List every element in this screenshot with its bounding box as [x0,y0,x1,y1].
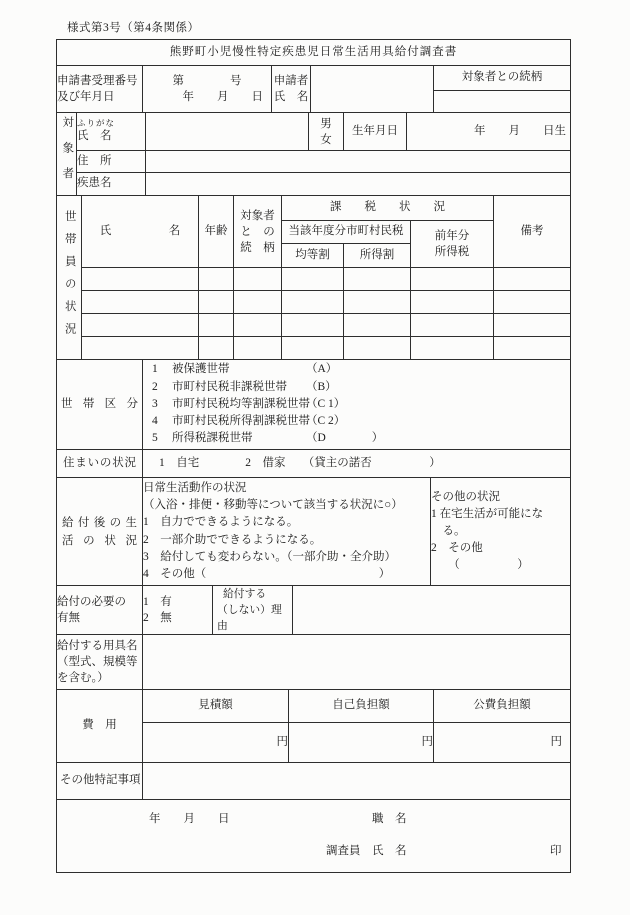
other-status-title: その他の状況 [431,491,500,503]
other-status-line: （ ） [431,559,529,571]
category-section [56,359,571,450]
category-option: 5 所得税課税世帯 （D ） [152,432,384,445]
self-pay-header: 自己負担額 [289,690,434,723]
notes-value-cell [143,763,571,800]
title-section [56,39,571,66]
household-percapita-cell [282,291,344,314]
gender-cell [309,113,344,151]
equipment-label-line1: 給付する用具名 [57,640,138,652]
household-age-cell [199,314,234,337]
household-row [57,291,571,314]
household-relation-header [234,196,282,268]
necessity-label [57,586,143,635]
household-incomebased-cell [344,337,411,360]
household-vertical-label: 世帯員の状況 [57,196,82,360]
per-capita-header: 均等割 [282,244,344,268]
footer-date: 年 月 日 [149,813,230,825]
category-option: 4 市町村民税所得割課税世帯 （C 2） [152,415,346,428]
prev-year-line1: 前年分 [434,229,470,242]
category-options [143,360,571,450]
other-status-line: る。 [431,525,466,537]
household-incomebased-cell [344,268,411,291]
survey-form-table [56,40,570,873]
applicant-label-line2: 氏 名 [273,91,309,103]
household-prevyear-cell [411,268,494,291]
household-percapita-cell [282,314,344,337]
receipt-date-line: 年 月 日 [182,91,263,103]
subject-vertical-label: 対象者 [57,113,77,196]
equipment-label-line2: （型式、規模等 [57,656,138,668]
estimate-value-cell [143,723,289,763]
receipt-number-line: 第 号 [172,75,242,87]
household-name-cell [82,268,199,291]
necessity-option-no: 2 無 [143,612,172,624]
household-row [57,268,571,291]
subject-name-label [77,113,146,151]
signature-cell [57,800,571,873]
disease-label: 疾患名 [77,173,146,196]
after-grant-section [56,477,571,586]
investigator-label: 調査員 氏 名 [326,845,407,857]
remarks-header: 備考 [494,196,571,268]
housing-section [56,449,571,478]
birthdate-value-cell: 年 月 日生 [407,113,571,151]
daily-life-item: 2 一部介助でできるようになる。 [143,533,322,546]
signature-section [56,799,571,873]
relation-header: 対象者との続柄 [434,66,571,91]
household-remarks-cell [494,314,571,337]
household-prevyear-cell [411,314,494,337]
address-value-cell [146,151,571,173]
household-remarks-cell [494,268,571,291]
necessity-section [56,585,571,635]
household-prevyear-cell [411,337,494,360]
applicant-label-line1: 申請者 [273,75,309,87]
household-name-cell [82,291,199,314]
equipment-label-line3: を含む。） [57,672,109,684]
receipt-number-cell [143,66,272,113]
receipt-number-label-line1: 申請書受理番号 [57,75,138,87]
household-relation-cell [234,268,282,291]
prev-year-tax-header [411,221,494,268]
household-relation-cell [234,314,282,337]
household-percapita-cell [282,268,344,291]
municipal-tax-header: 当該年度分市町村民税 [282,221,411,244]
household-name-header: 氏 名 [82,196,199,268]
relation-header-line1: 対象者 [240,209,275,222]
relation-header-line2: と の [240,225,275,238]
yen-unit: 円 [276,735,288,748]
furigana-label: ふりがな [77,118,116,128]
after-grant-label: 給付後の生 活の状況 [57,478,143,586]
prev-year-line2: 所得税 [434,245,470,258]
grant-reason-label [213,586,293,635]
equipment-value-cell [143,635,571,690]
household-row [57,337,571,360]
necessity-option-yes: 1 有 [143,596,172,608]
necessity-options [143,586,213,635]
household-age-cell [199,291,234,314]
daily-life-item: 4 その他（ ） [143,567,391,580]
notes-section [56,762,571,800]
subject-section [56,112,571,196]
reason-label-line2: （しない）理由 [217,604,282,632]
household-prevyear-cell [411,291,494,314]
name-label: 氏 名 [77,130,112,143]
address-label: 住 所 [77,151,146,173]
household-incomebased-cell [344,291,411,314]
receipt-number-label [57,66,143,113]
form-title: 熊野町小児慢性特定疾患児日常生活用具給付調査書 [57,40,571,66]
self-pay-value-cell [289,723,434,763]
tax-status-header: 課 税 状 況 [282,196,494,221]
household-age-header: 年齢 [199,196,234,268]
household-name-cell [82,337,199,360]
household-relation-cell [234,337,282,360]
category-label: 世帯区分 [57,360,143,450]
subject-name-value-cell [146,113,309,151]
cost-section [56,689,571,763]
household-name-cell [82,314,199,337]
receipt-section [56,65,571,113]
daily-life-title: 日常生活動作の状況 [143,481,247,494]
receipt-number-label-line2: 及び年月日 [57,91,115,103]
applicant-name-value-cell [311,66,434,113]
household-percapita-cell [282,337,344,360]
other-status-line: 2 その他 [431,542,483,554]
public-pay-value-cell [434,723,571,763]
other-status-cell [431,478,571,586]
job-title-label: 職 名 [372,813,407,825]
reason-label-line1: 給付する [223,588,267,600]
household-remarks-cell [494,337,571,360]
gender-female-label: 女 [320,133,332,146]
relation-header-line3: 続 柄 [240,241,275,254]
category-option: 1 被保護世帯 （A） [152,363,338,376]
category-option: 2 市町村民税非課税世帯 （B） [152,380,337,393]
household-incomebased-cell [344,314,411,337]
equipment-label [57,635,143,690]
daily-life-item: 3 給付しても変わらない。（一部介助・全介助） [143,550,396,563]
cost-label: 費 用 [57,690,143,763]
birthdate-label: 生年月日 [344,113,407,151]
disease-value-cell [146,173,571,196]
relation-value-cell [434,91,571,113]
household-remarks-cell [494,291,571,314]
category-option: 3 市町村民税均等割課税世帯 （C 1） [152,397,346,410]
necessity-label-line2: 有無 [57,612,80,624]
housing-label: 住まいの状況 [57,450,143,478]
household-row [57,314,571,337]
gender-male-label: 男 [320,117,332,130]
household-relation-cell [234,291,282,314]
public-pay-header: 公費負担額 [434,690,571,723]
form-number-label: 様式第3号（第4条関係） [67,22,200,34]
grant-reason-value-cell [293,586,571,635]
daily-life-item: 1 自力でできるようになる。 [143,516,299,529]
seal-label: 印 [550,845,562,857]
housing-value: 1 自宅 2 借家 （貸主の諾否 ） [143,450,571,478]
household-age-cell [199,337,234,360]
yen-unit: 円 [421,735,433,748]
necessity-label-line1: 給付の必要の [57,596,126,608]
income-based-header: 所得割 [344,244,411,268]
equipment-section [56,634,571,690]
daily-life-note: （入浴・排便・移動等について該当する状況に○） [143,499,403,512]
daily-life-cell [143,478,431,586]
estimate-header: 見積額 [143,690,289,723]
notes-label: その他特記事項 [57,763,143,800]
applicant-name-label [272,66,311,113]
other-status-line: 1 在宅生活が可能にな [431,508,544,520]
yen-unit: 円 [550,735,562,748]
household-section [56,195,571,360]
household-age-cell [199,268,234,291]
